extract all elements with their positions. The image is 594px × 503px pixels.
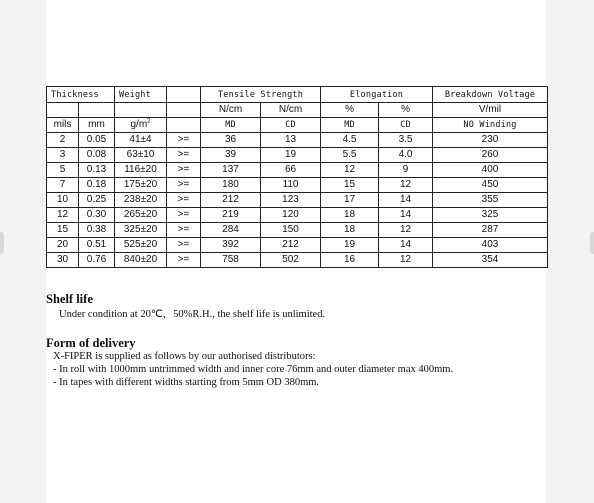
unit-breakdown: V/mil bbox=[433, 103, 548, 118]
specification-table bbox=[46, 86, 548, 268]
shelf-life-section bbox=[46, 292, 325, 321]
cell-mm: 0.05 bbox=[79, 133, 115, 148]
table-row bbox=[47, 163, 548, 178]
unit-tensile-md: N/cm bbox=[201, 103, 261, 118]
cell-tensile-cd: 13 bbox=[261, 133, 321, 148]
cell-weight: 116±20 bbox=[115, 163, 167, 178]
cell-elongation-cd: 14 bbox=[379, 208, 433, 223]
cell-breakdown-voltage: 450 bbox=[433, 178, 548, 193]
header-mils: mils bbox=[47, 118, 79, 133]
left-scroll-edge bbox=[0, 232, 4, 254]
delivery-section bbox=[46, 336, 453, 389]
delivery-line: - In roll with 1000mm untrimmed width and inner core 76mm and outer diameter max 400mm. bbox=[53, 364, 454, 375]
cell-mils: 20 bbox=[47, 238, 79, 253]
cell-operator: >= bbox=[167, 178, 201, 193]
cell-mm: 0.51 bbox=[79, 238, 115, 253]
cell-operator: >= bbox=[167, 223, 201, 238]
cell-mils: 5 bbox=[47, 163, 79, 178]
cell-breakdown-voltage: 287 bbox=[433, 223, 548, 238]
cell-weight: 525±20 bbox=[115, 238, 167, 253]
cell-mm: 0.76 bbox=[79, 253, 115, 268]
cell-tensile-cd: 150 bbox=[261, 223, 321, 238]
header-weight: Weight bbox=[115, 87, 167, 103]
table-body bbox=[47, 133, 548, 268]
right-scroll-edge bbox=[590, 232, 594, 254]
cell-breakdown-voltage: 230 bbox=[433, 133, 548, 148]
cell-breakdown-voltage: 260 bbox=[433, 148, 548, 163]
cell-tensile-cd: 123 bbox=[261, 193, 321, 208]
cell-elongation-cd: 14 bbox=[379, 193, 433, 208]
cell-mils: 2 bbox=[47, 133, 79, 148]
cell-elongation-md: 5.5 bbox=[321, 148, 379, 163]
cell-elongation-cd: 9 bbox=[379, 163, 433, 178]
cell-tensile-cd: 110 bbox=[261, 178, 321, 193]
cell-mm: 0.18 bbox=[79, 178, 115, 193]
cell-operator: >= bbox=[167, 238, 201, 253]
cell-elongation-cd: 12 bbox=[379, 223, 433, 238]
cell-elongation-md: 15 bbox=[321, 178, 379, 193]
header-tensile-strength: Tensile Strength bbox=[201, 87, 321, 103]
cell-tensile-md: 180 bbox=[201, 178, 261, 193]
cell-tensile-md: 392 bbox=[201, 238, 261, 253]
cell-elongation-md: 19 bbox=[321, 238, 379, 253]
cell-elongation-md: 16 bbox=[321, 253, 379, 268]
cell-tensile-md: 137 bbox=[201, 163, 261, 178]
weight-unit-superscript: 2 bbox=[147, 118, 151, 125]
cell-tensile-md: 39 bbox=[201, 148, 261, 163]
cell-mils: 30 bbox=[47, 253, 79, 268]
cell-elongation-md: 18 bbox=[321, 223, 379, 238]
table-header-row-1 bbox=[47, 87, 548, 103]
cell-elongation-cd: 4.0 bbox=[379, 148, 433, 163]
header-tensile-md: MD bbox=[201, 118, 261, 133]
table-header-row-2 bbox=[47, 103, 548, 118]
cell-weight: 325±20 bbox=[115, 223, 167, 238]
table-row bbox=[47, 253, 548, 268]
cell-breakdown-voltage: 400 bbox=[433, 163, 548, 178]
cell-tensile-md: 36 bbox=[201, 133, 261, 148]
cell-elongation-md: 4.5 bbox=[321, 133, 379, 148]
cell-tensile-md: 219 bbox=[201, 208, 261, 223]
unit-elongation-md: % bbox=[321, 103, 379, 118]
cell-operator: >= bbox=[167, 253, 201, 268]
cell-operator: >= bbox=[167, 208, 201, 223]
cell-mils: 10 bbox=[47, 193, 79, 208]
unit-elongation-cd: % bbox=[379, 103, 433, 118]
cell-elongation-md: 17 bbox=[321, 193, 379, 208]
cell-elongation-md: 12 bbox=[321, 163, 379, 178]
cell-tensile-cd: 502 bbox=[261, 253, 321, 268]
table-row bbox=[47, 238, 548, 253]
header2-empty bbox=[115, 103, 167, 118]
table-header-row-3 bbox=[47, 118, 548, 133]
header-elongation-cd: CD bbox=[379, 118, 433, 133]
unit-tensile-cd: N/cm bbox=[261, 103, 321, 118]
cell-mils: 7 bbox=[47, 178, 79, 193]
table-row bbox=[47, 208, 548, 223]
table-row bbox=[47, 148, 548, 163]
header-weight-unit bbox=[115, 118, 167, 133]
header-empty bbox=[167, 87, 201, 103]
cell-mils: 12 bbox=[47, 208, 79, 223]
cell-weight: 175±20 bbox=[115, 178, 167, 193]
cell-mm: 0.13 bbox=[79, 163, 115, 178]
cell-weight: 840±20 bbox=[115, 253, 167, 268]
cell-elongation-cd: 3.5 bbox=[379, 133, 433, 148]
cell-tensile-cd: 19 bbox=[261, 148, 321, 163]
cell-elongation-cd: 12 bbox=[379, 253, 433, 268]
header2-empty bbox=[167, 103, 201, 118]
table-row bbox=[47, 178, 548, 193]
delivery-line: X-FIPER is supplied as follows by our authorised distributors: bbox=[53, 351, 316, 362]
header-breakdown-note: NO Winding bbox=[433, 118, 548, 133]
cell-breakdown-voltage: 403 bbox=[433, 238, 548, 253]
cell-tensile-cd: 66 bbox=[261, 163, 321, 178]
cell-breakdown-voltage: 354 bbox=[433, 253, 548, 268]
cell-weight: 265±20 bbox=[115, 208, 167, 223]
header-elongation: Elongation bbox=[321, 87, 433, 103]
cell-operator: >= bbox=[167, 163, 201, 178]
cell-tensile-md: 758 bbox=[201, 253, 261, 268]
cell-breakdown-voltage: 355 bbox=[433, 193, 548, 208]
cell-breakdown-voltage: 325 bbox=[433, 208, 548, 223]
header-thickness: Thickness bbox=[47, 87, 115, 103]
cell-weight: 63±10 bbox=[115, 148, 167, 163]
delivery-title: Form of delivery bbox=[46, 336, 136, 350]
cell-mils: 15 bbox=[47, 223, 79, 238]
cell-elongation-cd: 12 bbox=[379, 178, 433, 193]
weight-unit-text: g/m bbox=[130, 119, 148, 130]
header-mm: mm bbox=[79, 118, 115, 133]
header-tensile-cd: CD bbox=[261, 118, 321, 133]
header2-empty bbox=[79, 103, 115, 118]
cell-elongation-md: 18 bbox=[321, 208, 379, 223]
cell-operator: >= bbox=[167, 193, 201, 208]
cell-operator: >= bbox=[167, 148, 201, 163]
cell-weight: 41±4 bbox=[115, 133, 167, 148]
table-row bbox=[47, 133, 548, 148]
shelf-life-text: Under condition at 20℃，50%R.H., the shelf life is unlimited. bbox=[59, 309, 326, 320]
table-row bbox=[47, 193, 548, 208]
header-elongation-md: MD bbox=[321, 118, 379, 133]
cell-tensile-md: 284 bbox=[201, 223, 261, 238]
header3-empty bbox=[167, 118, 201, 133]
cell-operator: >= bbox=[167, 133, 201, 148]
cell-tensile-md: 212 bbox=[201, 193, 261, 208]
cell-mm: 0.08 bbox=[79, 148, 115, 163]
shelf-life-title: Shelf life bbox=[46, 292, 93, 306]
cell-mils: 3 bbox=[47, 148, 79, 163]
cell-weight: 238±20 bbox=[115, 193, 167, 208]
header-breakdown-voltage: Breakdown Voltage bbox=[433, 87, 548, 103]
cell-tensile-cd: 212 bbox=[261, 238, 321, 253]
cell-mm: 0.38 bbox=[79, 223, 115, 238]
header2-empty bbox=[47, 103, 79, 118]
delivery-line: - In tapes with different widths starting from 5mm OD 380mm. bbox=[53, 377, 320, 388]
cell-elongation-cd: 14 bbox=[379, 238, 433, 253]
cell-mm: 0.30 bbox=[79, 208, 115, 223]
cell-mm: 0.25 bbox=[79, 193, 115, 208]
cell-tensile-cd: 120 bbox=[261, 208, 321, 223]
table-row bbox=[47, 223, 548, 238]
